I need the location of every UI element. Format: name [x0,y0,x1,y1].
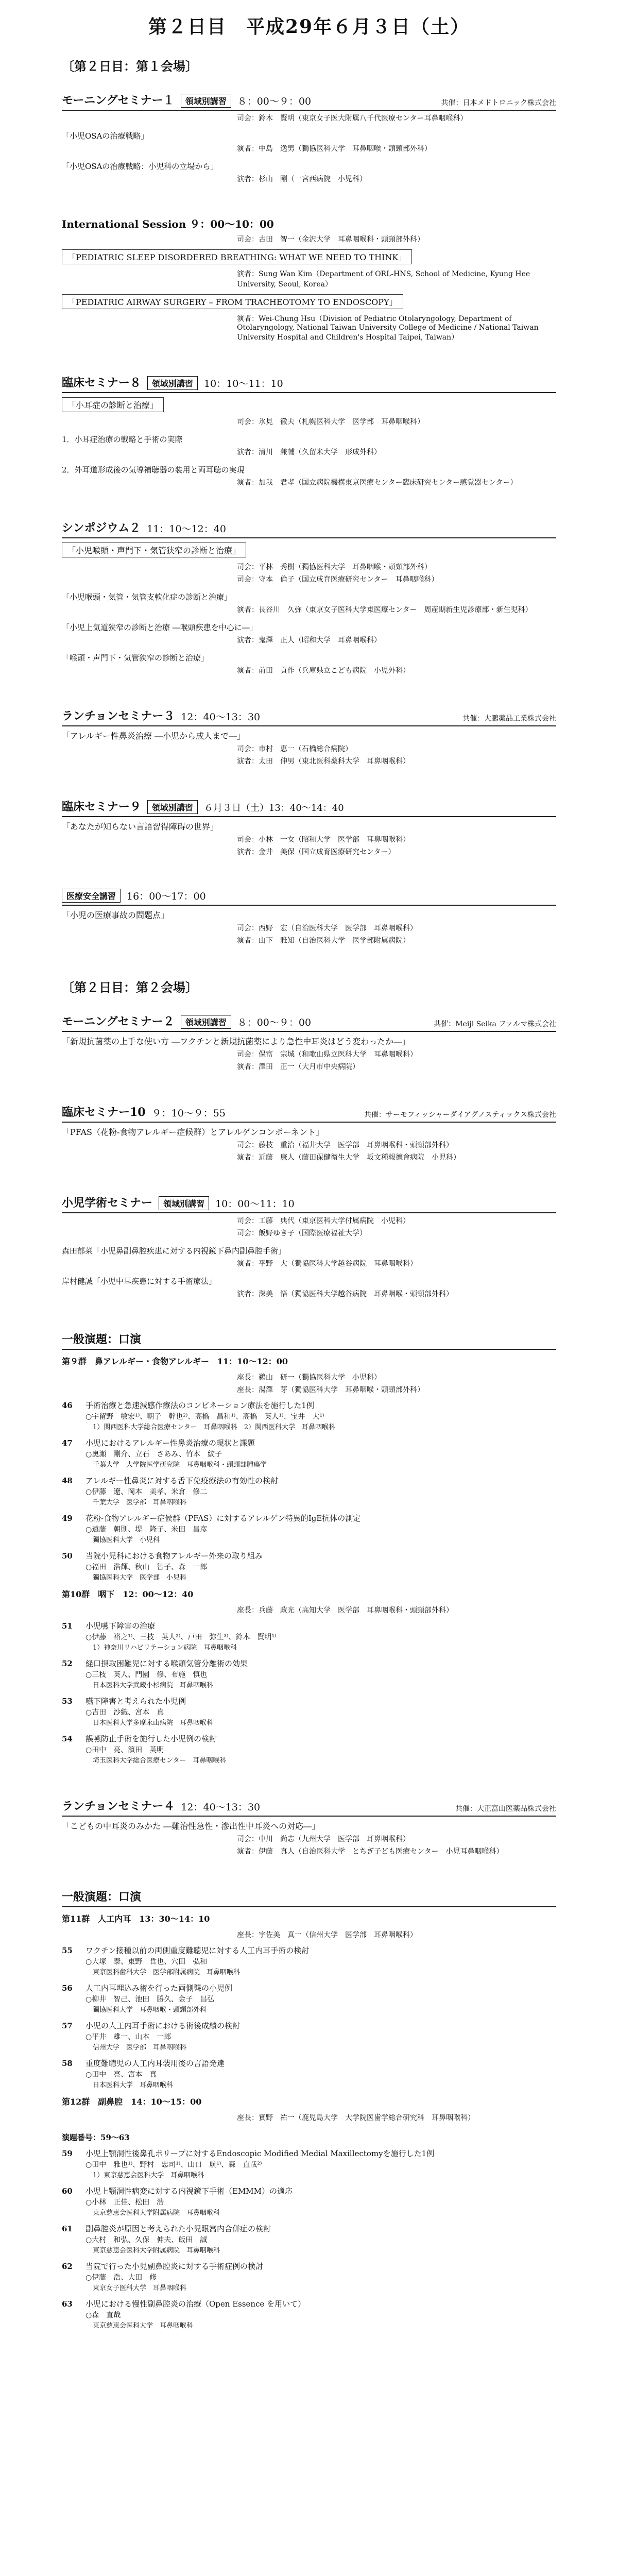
abstract-title: 花粉-食物アレルギー症候群（PFAS）に対するアレルゲン特異的IgE抗体の測定 [85,1514,361,1523]
chair: 司会：中川 尚志（九州大学 医学部 耳鼻咽喉科） [237,1835,410,1843]
abstract-affiliation: 千葉大学 大学院医学研究院 耳鼻咽喉科・頭頸部腫瘍学 [93,1461,267,1469]
speaker: 演者：近藤 康人（藤田保健衛生大学 坂文種報德會病院 小児科） [237,1154,460,1162]
abstract-affiliation: 日本医科大学多摩永山病院 耳鼻咽喉科 [93,1719,214,1727]
abstract-authors: ○平井 雄一、山本 一郎 [85,2032,171,2041]
session-name: 臨床セミナー10 [62,1106,146,1119]
sub-session-title: 第12群 副鼻腔 14：10〜15：00 [62,2097,202,2107]
abstract-item [62,2223,556,2256]
talk-title: 2．外耳道形成後の気導補聴器の装用と両耳聴の実現 [62,465,245,474]
abstract-affiliation: 東京慈恵会医科大学附属病院 耳鼻咽喉科 [93,2246,220,2255]
chair: 司会：守本 倫子（国立成育医療研究センター 耳鼻咽喉科） [237,575,439,584]
abstract-number: 58 [62,2059,73,2068]
session-name: モーニングセミナー２ [62,1015,175,1028]
abstract-number: 48 [62,1476,73,1485]
abstract-item [62,2298,556,2331]
abstract-title: 経口摂取困難児に対する喉頭気管分離術の効果 [85,1659,248,1668]
abstract-affiliation: 東京女子医科大学 耳鼻咽喉科 [93,2284,187,2292]
abstract-authors: ○三枝 英人、門園 修、布施 慎也 [85,1670,208,1679]
session-name: シンポジウム２ [62,521,141,535]
abstract-number: 63 [62,2299,73,2309]
abstract-number: 50 [62,1551,73,1561]
abstract-authors: ○吉田 沙織、宮本 真 [85,1708,164,1717]
abstract-item [62,1437,556,1470]
chair: 司会：古田 智一（金沢大学 耳鼻咽喉科・頭頸部外科） [237,235,424,244]
abstract-list [62,2148,556,2331]
abstract-list [62,1620,556,1766]
category-badge: 領域別講習 [181,94,231,108]
speaker: 演者：前田 貢作（兵庫県立こども病院 小児外科） [237,667,410,675]
abstract-number: 53 [62,1697,73,1706]
abstract-item [62,1658,556,1690]
abstract-title: 小児における慢性副鼻腔炎の治療（Open Essence を用いて） [85,2299,306,2309]
speaker: 演者：平野 大（獨協医科大学越谷病院 耳鼻咽喉科） [237,1260,417,1268]
abstract-number: 59 [62,2149,73,2158]
abstract-title: 当院小児科における食物アレルギー外来の取り組み [85,1551,263,1561]
abstract-item [62,1620,556,1653]
session-header [62,92,556,111]
session-time: ８：00〜９：00 [237,1017,312,1028]
abstract-affiliation: 獨協医科大学 耳鼻咽喉・頭頸部外科 [93,2006,207,2014]
chair: 司会：鈴木 賢明（東京女子医大附属八千代医療センター耳鼻咽喉科） [237,114,468,123]
abstract-title: 重度難聴児の人工内耳装用後の言語発達 [85,2059,225,2068]
symposium-2 [62,519,556,675]
sponsor: 共催：大正富山医薬品株式会社 [455,1805,556,1813]
abstract-number: 62 [62,2262,73,2271]
sub-session-title: 第10群 咽下 12：00〜12：40 [62,1589,194,1599]
abstract-affiliation: 埼玉医科大学総合医療センター 耳鼻咽喉科 [93,1756,227,1765]
abstract-title: 人工内耳埋込み術を行った両側聾の小児例 [85,1984,233,1993]
speaker: 演者：Sung Wan Kim（Department of ORL-HNS, School of Medicine, Kyung Hee University, Seoul, Korea） [237,270,530,289]
abstract-number: 61 [62,2224,73,2233]
abstract-affiliation: 1）神奈川リハビリテーション病院 耳鼻咽喉科 [93,1643,237,1652]
abstract-title: ワクチン接種以前の両側重度難聴児に対する人工内耳手術の検討 [85,1946,310,1955]
session-name: ランチョンセミナー３ [62,709,175,723]
chair: 座長：宇佐美 真一（信州大学 医学部 耳鼻咽喉科） [237,1931,417,1939]
talk-title: 1．小耳症治療の戦略と手術の実際 [62,435,183,444]
abstract-affiliation: 東京慈恵会医科大学附属病院 耳鼻咽喉科 [93,2209,220,2217]
abstract-title: 当院で行った小児副鼻腔炎に対する手術症例の検討 [85,2262,264,2271]
abstract-affiliation: 千葉大学 医学部 耳鼻咽喉科 [93,1498,187,1506]
session-name: 臨床セミナー８ [62,376,142,389]
abstract-number: 49 [62,1514,73,1523]
abstract-affiliation: 獨協医科大学 医学部 小児科 [93,1573,187,1582]
speaker: 演者：長谷川 久弥（東京女子医科大学東医療センター 周産期新生児診療部・新生児科） [237,606,533,614]
chair: 司会：飯野ゆき子（国際医療福祉大学） [237,1229,367,1238]
abstract-range: 演題番号：59〜63 [62,2133,130,2142]
sponsor: 共催：日本メドトロニック株式会社 [441,99,556,107]
abstract-affiliation: 日本医科大学武蔵小杉病院 耳鼻咽喉科 [93,1681,214,1689]
abstract-title: 小児におけるアレルギー性鼻炎治療の現状と課題 [85,1438,255,1448]
abstract-item [62,2148,556,2180]
category-badge: 領域別講習 [159,1196,209,1210]
talk-title: 「PEDIATRIC SLEEP DISORDERED BREATHING: WHAT WE NEED TO THINK」 [62,249,412,264]
chair: 司会：氷見 徹夫（札幌医科大学 医学部 耳鼻咽喉科） [237,418,424,426]
pediatric-seminar [62,1194,556,1299]
abstract-number: 51 [62,1621,73,1631]
topic: 「こどもの中耳炎のみかた ―難治性急性・滲出性中耳炎への対応―」 [62,1821,320,1831]
speaker: 演者：金井 美保（国立成育医療研究センター） [237,848,396,856]
topic: 「PFAS（花粉-食物アレルギー症候群）とアレルゲンコンポーネント」 [62,1127,324,1137]
abstract-title: 小児の人工内耳手術における術後成績の検討 [85,2021,241,2030]
sub-session-title: 第11群 人工内耳 13：30〜14：10 [62,1914,210,1924]
talk-title: 「喉頭・声門下・気管狭窄の診断と治療」 [62,653,209,663]
talk-title: 「小児喉頭・気管・気管支軟化症の診断と治療」 [62,592,232,602]
talk-title: 岸村健誠「小児中耳疾患に対する手術療法」 [62,1277,217,1286]
session-name: 一般演題：口演 [62,1890,142,1904]
session-name: 医療安全講習 [62,889,121,903]
abstract-list [62,1400,556,1583]
venue-heading-2: 〔第２日目：第２会場〕 [62,980,198,995]
medical-safety-lecture [62,889,556,945]
session-time: ８：00〜９：00 [237,96,312,107]
abstract-affiliation: 1）東京慈恵会医科大学 耳鼻咽喉科 [93,2171,204,2179]
abstract-title: 手術治療と急速減感作療法のコンビネーション療法を施行した1例 [85,1401,314,1410]
speaker: 演者：太田 伸男（東北医科薬科大学 耳鼻咽喉科） [237,757,410,766]
chair: 座長：湯澤 芽（獨協医科大学 耳鼻咽喉・頭頸部外科） [237,1386,424,1394]
speaker: 演者：山下 雅知（自治医科大学 医学部附属病院） [237,937,410,945]
speaker: 演者：鬼澤 正人（昭和大学 耳鼻咽喉科） [237,636,381,645]
sponsor: 共催：大鵬薬品工業株式会社 [462,715,556,723]
talk-title: 森田郁菜「小児鼻副鼻腔疾患に対する内視鏡下鼻内副鼻腔手術」 [62,1246,286,1256]
session-name: 一般演題：口演 [62,1333,142,1346]
morning-seminar-2 [62,1013,556,1072]
speaker: 演者：杉山 剛（一宮西病院 小児科） [237,175,367,183]
abstract-number: 57 [62,2021,73,2030]
abstract-item [62,2020,556,2053]
morning-seminar-1 [62,92,556,184]
venue-heading-1: 〔第２日目：第１会場〕 [62,59,198,74]
abstract-authors: ○伊藤 浩、大田 修 [85,2273,157,2282]
topic: 「新規抗菌薬の上手な使い方 ―ワクチンと新規抗菌薬により急性中耳炎はどう変わったか―」 [62,1037,410,1046]
abstract-title: 副鼻腔炎が原因と考えられた小児眼窩内合併症の検討 [85,2224,271,2233]
abstract-title: アレルギー性鼻炎に対する舌下免疫療法の有効性の検討 [85,1476,279,1485]
abstract-item [62,1400,556,1432]
oral-presentations-2 [62,1888,556,2331]
international-session [62,216,556,342]
abstract-affiliation: 獨協医科大学 小児科 [93,1536,160,1544]
session-header [62,1798,556,1817]
abstract-authors: ○遠藤 朝則、堤 隆子、米田 昌彦 [85,1525,208,1534]
session-time: 12：40〜13：30 [181,711,261,723]
abstract-authors: ○奥瀬 剛介、立石 さあみ、竹本 紋子 [85,1450,222,1459]
chair: 司会：市村 恵一（石橋総合病院） [237,745,352,753]
abstract-number: 47 [62,1438,73,1448]
abstract-number: 55 [62,1946,73,1955]
session-name: ランチョンセミナー４ [62,1800,175,1813]
chair: 司会：工藤 典代（東京医科大学付属病院 小児科） [237,1217,410,1225]
abstract-item [62,1733,556,1766]
abstract-authors: ○伊藤 遼、岡本 美孝、米倉 修二 [85,1487,208,1496]
session-header [62,374,556,393]
chair: 司会：西野 宏（自治医科大学 医学部 耳鼻咽喉科） [237,924,417,933]
abstract-authors: ○柳井 智己、池田 勝久、金子 昌弘 [85,1995,215,2004]
abstract-authors: ○伊藤 裕之¹⁾、三枝 英人²⁾、戸田 弥生³⁾、鈴木 賢明¹⁾ [85,1633,277,1641]
abstract-authors: ○森 直哉 [85,2311,121,2319]
session-header [62,798,556,817]
topic: 「小児の医療事故の問題点」 [62,910,169,920]
session-header [62,1104,556,1123]
session-header [62,1331,556,1350]
abstract-item [62,1475,556,1507]
chair: 司会：保富 宗城（和歌山県立医科大学 耳鼻咽喉科） [237,1050,417,1059]
clinical-seminar-9 [62,798,556,857]
speaker: 演者：澤田 正一（大月市中央病院） [237,1063,359,1071]
topic: 「小児喉頭・声門下・気管狭窄の診断と治療」 [62,543,246,557]
abstract-item [62,2185,556,2218]
talk-title: 「小児OSAの治療戦略」 [62,131,149,141]
talk-title: 「小児OSAの治療戦略：小児科の立場から」 [62,162,218,171]
abstract-item [62,2261,556,2293]
session-time: 11：10〜12：40 [147,523,226,535]
sub-session-title: 第９群 鼻アレルギー・食物アレルギー 11：10〜12：00 [62,1357,288,1366]
speaker: 演者：中島 逸男（獨協医科大学 耳鼻咽喉・頭頸部外科） [237,145,432,153]
talk-title: 「PEDIATRIC AIRWAY SURGERY – FROM TRACHEOTOMY TO ENDOSCOPY」 [62,294,403,309]
abstract-authors: ○小林 正佳、松田 浩 [85,2198,164,2207]
session-header [62,707,556,726]
session-name: International Session [62,218,186,230]
category-badge: 領域別講習 [181,1015,231,1029]
abstract-authors: ○田中 亮、宮本 真 [85,2070,157,2079]
abstract-affiliation: 1）関西医科大学総合医療センター 耳鼻咽喉科 2）関西医科大学 耳鼻咽喉科 [93,1423,336,1431]
abstract-number: 54 [62,1734,73,1743]
speaker: 演者：清川 兼輔（久留米大学 形成外科） [237,448,381,456]
chair: 司会：平林 秀樹（獨協医科大学 耳鼻咽喉・頭頸部外科） [237,563,432,571]
luncheon-seminar-4 [62,1798,556,1856]
chair: 座長：實野 祐一（鹿児島大学 大学院医歯学総合研究科 耳鼻咽喉科） [237,2114,475,2122]
chair: 司会：藤枝 重治（福井大学 医学部 耳鼻咽喉科・頭頸部外科） [237,1141,453,1149]
speaker: 演者：Wei-Chung Hsu（Division of Pediatric Otolaryngology, Department of Otolaryngology, National Taiwan University College of Medicine / National Taiwan University Hospital and Children's Hospital Taipei, Taiwan） [237,315,539,342]
session-time: 10：00〜11：10 [215,1198,295,1210]
session-time: 10：10〜11：10 [204,378,283,389]
abstract-title: 嚥下障害と考えられた小児例 [85,1697,186,1706]
abstract-authors: ○大塚 泰、東野 哲也、穴田 弘和 [85,1957,208,1966]
session-name: モーニングセミナー１ [62,94,175,107]
abstract-number: 52 [62,1659,73,1668]
page-title: 第２日目 平成29年６月３日（土） [148,16,470,38]
session-header [62,1013,556,1032]
sponsor: 共催：サーモフィッシャーダイアグノスティックス株式会社 [364,1111,556,1119]
abstract-item [62,1550,556,1583]
session-name: 小児学術セミナー [62,1196,153,1210]
session-time: 16：00〜17：00 [127,891,206,902]
topic: 「アレルギー性鼻炎治療 ―小児から成人まで―」 [62,731,246,741]
abstract-affiliation: 日本医科大学 耳鼻咽喉科 [93,2081,174,2089]
abstract-authors: ○宇留野 敏宏¹⁾、朝子 幹也²⁾、高橋 昌和¹⁾、高橋 英人¹⁾、宝井 大¹⁾ [85,1412,324,1421]
abstract-title: 小児上顎洞性後鼻孔ポリープに対するEndoscopic Modified Medial Maxillectomyを施行した1例 [85,2149,435,2158]
abstract-number: 56 [62,1984,73,1993]
abstract-affiliation: 信州大学 医学部 耳鼻咽喉科 [93,2043,187,2052]
category-badge: 領域別講習 [147,376,198,390]
session-header [62,216,556,231]
abstract-authors: ○福田 浩輝、秋山 智子、森 一郎 [85,1563,208,1571]
session-time: ９：10〜９：55 [151,1108,226,1119]
abstract-affiliation: 東京慈恵会医科大学 耳鼻咽喉科 [93,2321,194,2330]
clinical-seminar-8 [62,374,556,487]
session-header [62,889,556,906]
session-header [62,519,556,538]
session-header [62,1888,556,1907]
sponsor: 共催：Meiji Seika ファルマ株式会社 [434,1020,556,1028]
abstract-affiliation: 東京医科歯科大学 医学部附属病院 耳鼻咽喉科 [93,1968,241,1976]
abstract-authors: ○大村 和弘、久保 伸夫、飯田 誠 [85,2235,208,2244]
session-time: ９：00〜10：00 [190,218,274,230]
abstract-list [62,1945,556,2090]
session-name: 臨床セミナー９ [62,800,142,814]
abstract-authors: ○田中 雅也¹⁾、野村 忠司¹⁾、山口 航¹⁾、森 直哉²⁾ [85,2160,262,2169]
session-time: 12：40〜13：30 [181,1802,261,1813]
chair: 司会：小林 一女（昭和大学 医学部 耳鼻咽喉科） [237,836,410,844]
topic: 「小耳症の診断と治療」 [62,397,164,412]
abstract-item [62,1945,556,1977]
abstract-title: 誤嚥防止手術を施行した小児例の検討 [85,1734,217,1743]
abstract-title: 小児上顎洞性病変に対する内視鏡下手術（EMMM）の適応 [85,2187,293,2196]
chair: 座長：兵藤 政光（高知大学 医学部 耳鼻咽喉科・頭頸部外科） [237,1606,453,1615]
chair: 座長：鵜山 研一（獨協医科大学 小児科） [237,1374,381,1382]
abstract-title: 小児嚥下障害の治療 [85,1621,156,1631]
abstract-item [62,1696,556,1728]
speaker: 演者：伊藤 真人（自治医科大学 とちぎ子ども医療センター 小児耳鼻咽喉科） [237,1848,504,1856]
abstract-item [62,1513,556,1545]
oral-presentations-1 [62,1331,556,1766]
speaker: 演者：加我 君孝（国立病院機構東京医療センター臨床研究センター感覚器センター） [237,479,518,487]
topic: 「あなたが知らない言語習得障碍の世界」 [62,822,219,832]
abstract-item [62,2058,556,2090]
abstract-item [62,1982,556,2015]
session-time: ６月３日（土）13：40〜14：40 [204,803,344,814]
talk-title: 「小児上気道狭窄の診断と治療 ―喉頭疾患を中心に―」 [62,623,258,632]
clinical-seminar-10 [62,1104,556,1162]
category-badge: 領域別講習 [147,800,198,814]
abstract-authors: ○田中 亮、濱田 英明 [85,1745,164,1754]
abstract-number: 60 [62,2187,73,2196]
session-header [62,1194,556,1213]
speaker: 演者：深美 悟（獨協医科大学越谷病院 耳鼻咽喉・頭頸部外科） [237,1290,453,1298]
abstract-number: 46 [62,1401,73,1410]
luncheon-seminar-3 [62,707,556,766]
